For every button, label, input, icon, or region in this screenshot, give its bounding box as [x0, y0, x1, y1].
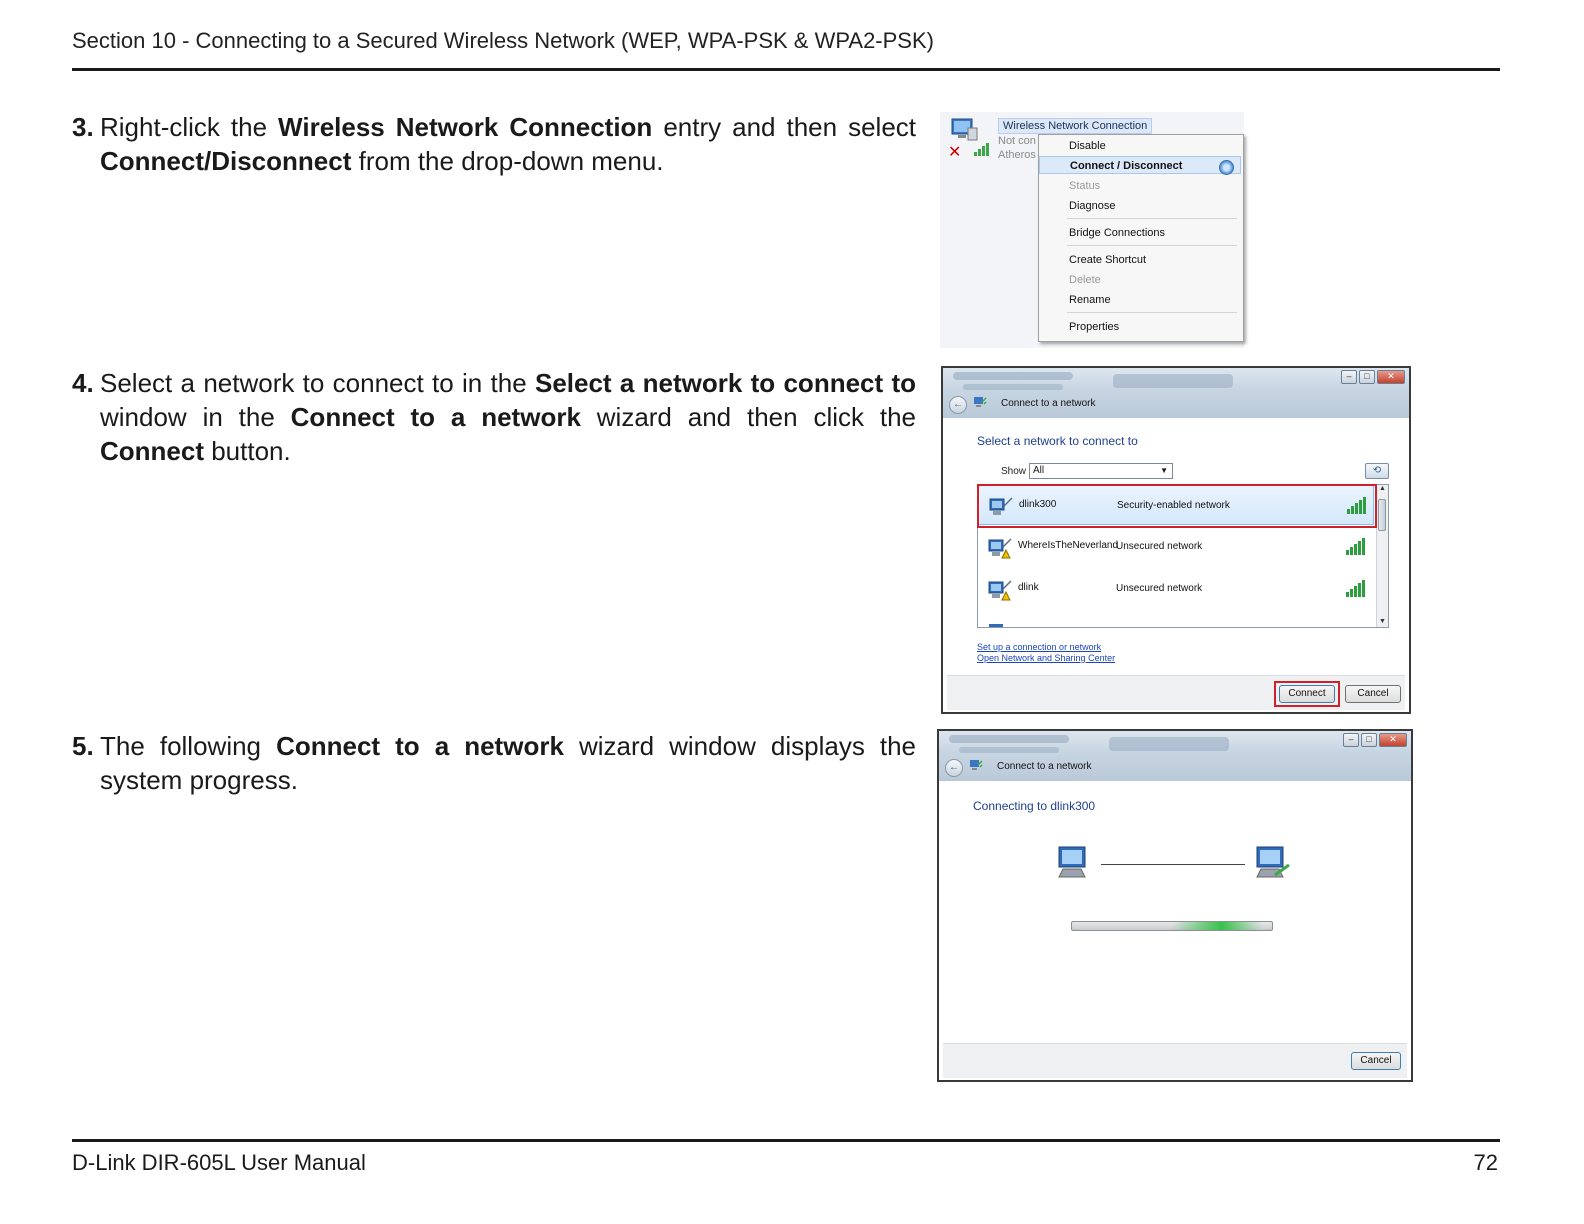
network-name: dlink300	[1019, 499, 1057, 510]
uac-shield-icon	[1219, 160, 1234, 175]
menu-item-rename[interactable]: Rename	[1069, 294, 1111, 306]
step-text-run: Right-click the	[100, 112, 279, 142]
connecting-progress-window	[937, 729, 1413, 1082]
network-security: Unsecured network	[1116, 541, 1203, 552]
network-list-scrollbar[interactable]	[1376, 485, 1388, 627]
step-number: 4.	[72, 368, 94, 398]
step-text-run: entry and then select	[652, 112, 917, 142]
close-button[interactable]: ✕	[1379, 733, 1407, 747]
menu-item-diagnose[interactable]: Diagnose	[1069, 200, 1116, 212]
step-text-run: button.	[204, 436, 291, 466]
step-text-run: from the drop-down menu.	[351, 146, 664, 176]
network-adapter-icon	[950, 118, 978, 142]
header-rule	[72, 68, 1500, 71]
step-text-bold: Connect/Disconnect	[100, 146, 352, 176]
step-text	[100, 729, 916, 797]
show-filter-value: All	[1033, 465, 1045, 476]
cancel-button[interactable]: Cancel	[1345, 685, 1401, 703]
manual-title: D-Link DIR-605L User Manual	[72, 1150, 366, 1175]
step-text-run: Select a network to connect to in the	[100, 368, 535, 398]
show-label: Show	[1001, 466, 1027, 477]
menu-item-bridge-connections[interactable]: Bridge Connections	[1069, 227, 1166, 239]
step-5	[72, 729, 916, 797]
connecting-heading: Connecting to dlink300	[973, 799, 1096, 813]
step-text	[100, 366, 916, 468]
unsecured-network-icon	[988, 579, 1012, 601]
connect-button[interactable]: Connect	[1279, 685, 1335, 703]
step-number: 5.	[72, 731, 94, 761]
step-text-bold: Select a network to connect to	[534, 368, 916, 398]
network-security: Security-enabled network	[1117, 500, 1230, 511]
cancel-button[interactable]: Cancel	[1351, 1052, 1401, 1070]
context-menu-screenshot	[940, 112, 1244, 348]
step-4	[72, 366, 916, 468]
context-menu	[1038, 134, 1244, 342]
window-titlebar	[943, 368, 1409, 418]
back-arrow-icon[interactable]: ←	[949, 396, 967, 414]
step-text	[100, 110, 916, 178]
step-number: 3.	[72, 112, 94, 142]
network-computer-icon	[1253, 845, 1293, 881]
step-3	[72, 110, 916, 178]
back-arrow-icon[interactable]: ←	[945, 759, 963, 777]
refresh-button[interactable]: ⟲	[1365, 463, 1389, 479]
network-row-dlink[interactable]	[978, 569, 1374, 609]
network-sharing-center-link[interactable]: Open Network and Sharing Center	[977, 653, 1116, 663]
menu-item-properties[interactable]: Properties	[1069, 321, 1120, 333]
window-titlebar	[939, 731, 1411, 781]
menu-separator	[1067, 245, 1237, 246]
menu-item-label: Connect / Disconnect	[1070, 160, 1183, 172]
wireless-network-icon	[988, 621, 1012, 628]
window-footer	[947, 675, 1405, 710]
minimize-button[interactable]: –	[1341, 370, 1357, 384]
select-network-window	[941, 366, 1411, 714]
connection-progress-bar	[1071, 921, 1273, 931]
menu-item-disable[interactable]: Disable	[1069, 140, 1106, 152]
connection-entry-name[interactable]: Wireless Network Connection	[998, 118, 1152, 134]
unsecured-network-icon	[988, 537, 1012, 559]
network-wizard-icon	[973, 396, 987, 410]
network-row-partial[interactable]	[978, 611, 1374, 628]
window-title: Connect to a network	[997, 761, 1092, 772]
highlight-box-connect	[1274, 681, 1340, 707]
signal-strength-icon	[1346, 579, 1368, 597]
menu-item-connect-disconnect[interactable]	[1039, 156, 1241, 174]
step-text-run: The following	[100, 731, 277, 761]
signal-strength-icon	[1346, 537, 1368, 555]
network-name: WhereIsTheNeverland	[1018, 540, 1119, 551]
connection-entry-adapter: Atheros	[998, 149, 1036, 161]
computer-icon	[1055, 845, 1091, 879]
step-text-bold: Connect	[100, 436, 204, 466]
menu-item-status: Status	[1069, 180, 1101, 192]
step-text-run: window in the	[100, 402, 291, 432]
maximize-button[interactable]: □	[1359, 370, 1375, 384]
setup-connection-link[interactable]: Set up a connection or network	[977, 642, 1102, 652]
network-name: dlink	[1018, 582, 1039, 593]
footer-rule	[72, 1139, 1500, 1142]
step-text-bold: Connect to a network	[290, 402, 581, 432]
signal-bars-icon	[974, 142, 994, 156]
step-text-run: wizard and then click the	[580, 402, 916, 432]
menu-item-delete: Delete	[1069, 274, 1101, 286]
scroll-down-icon[interactable]: ▼	[1379, 618, 1386, 625]
page-number: 72	[1473, 1150, 1498, 1175]
menu-item-create-shortcut[interactable]: Create Shortcut	[1069, 254, 1147, 266]
window-title: Connect to a network	[1001, 398, 1096, 409]
scroll-up-icon[interactable]: ▲	[1379, 485, 1386, 492]
scroll-thumb[interactable]	[1378, 499, 1386, 531]
window-body	[943, 783, 1407, 1045]
chevron-down-icon: ▼	[1160, 466, 1168, 475]
step-text-run: wizard window displays the system progress.	[100, 731, 917, 795]
section-title: Section 10 - Connecting to a Secured Wireless Network (WEP, WPA-PSK & WPA2-PSK)	[72, 28, 934, 53]
show-filter-dropdown[interactable]	[1029, 463, 1173, 479]
select-network-heading: Select a network to connect to	[977, 434, 1138, 448]
step-text-bold: Connect to a network	[276, 731, 564, 761]
menu-separator	[1067, 312, 1237, 313]
progress-indicator	[1172, 922, 1262, 930]
highlight-box-dlink300	[977, 484, 1377, 528]
connection-entry-status: Not con	[998, 135, 1036, 147]
close-button[interactable]: ✕	[1377, 370, 1405, 384]
network-row-whereistheneverland[interactable]	[978, 527, 1374, 567]
step-text-bold: Wireless Network Connection	[278, 112, 653, 142]
maximize-button[interactable]: □	[1361, 733, 1377, 747]
window-body	[947, 420, 1405, 678]
minimize-button[interactable]: –	[1343, 733, 1359, 747]
network-wizard-icon	[969, 759, 983, 773]
window-footer	[943, 1043, 1407, 1078]
disconnected-x-icon: ✕	[948, 144, 962, 161]
menu-separator	[1067, 218, 1237, 219]
connection-line	[1101, 864, 1245, 865]
network-security: Unsecured network	[1116, 583, 1203, 594]
